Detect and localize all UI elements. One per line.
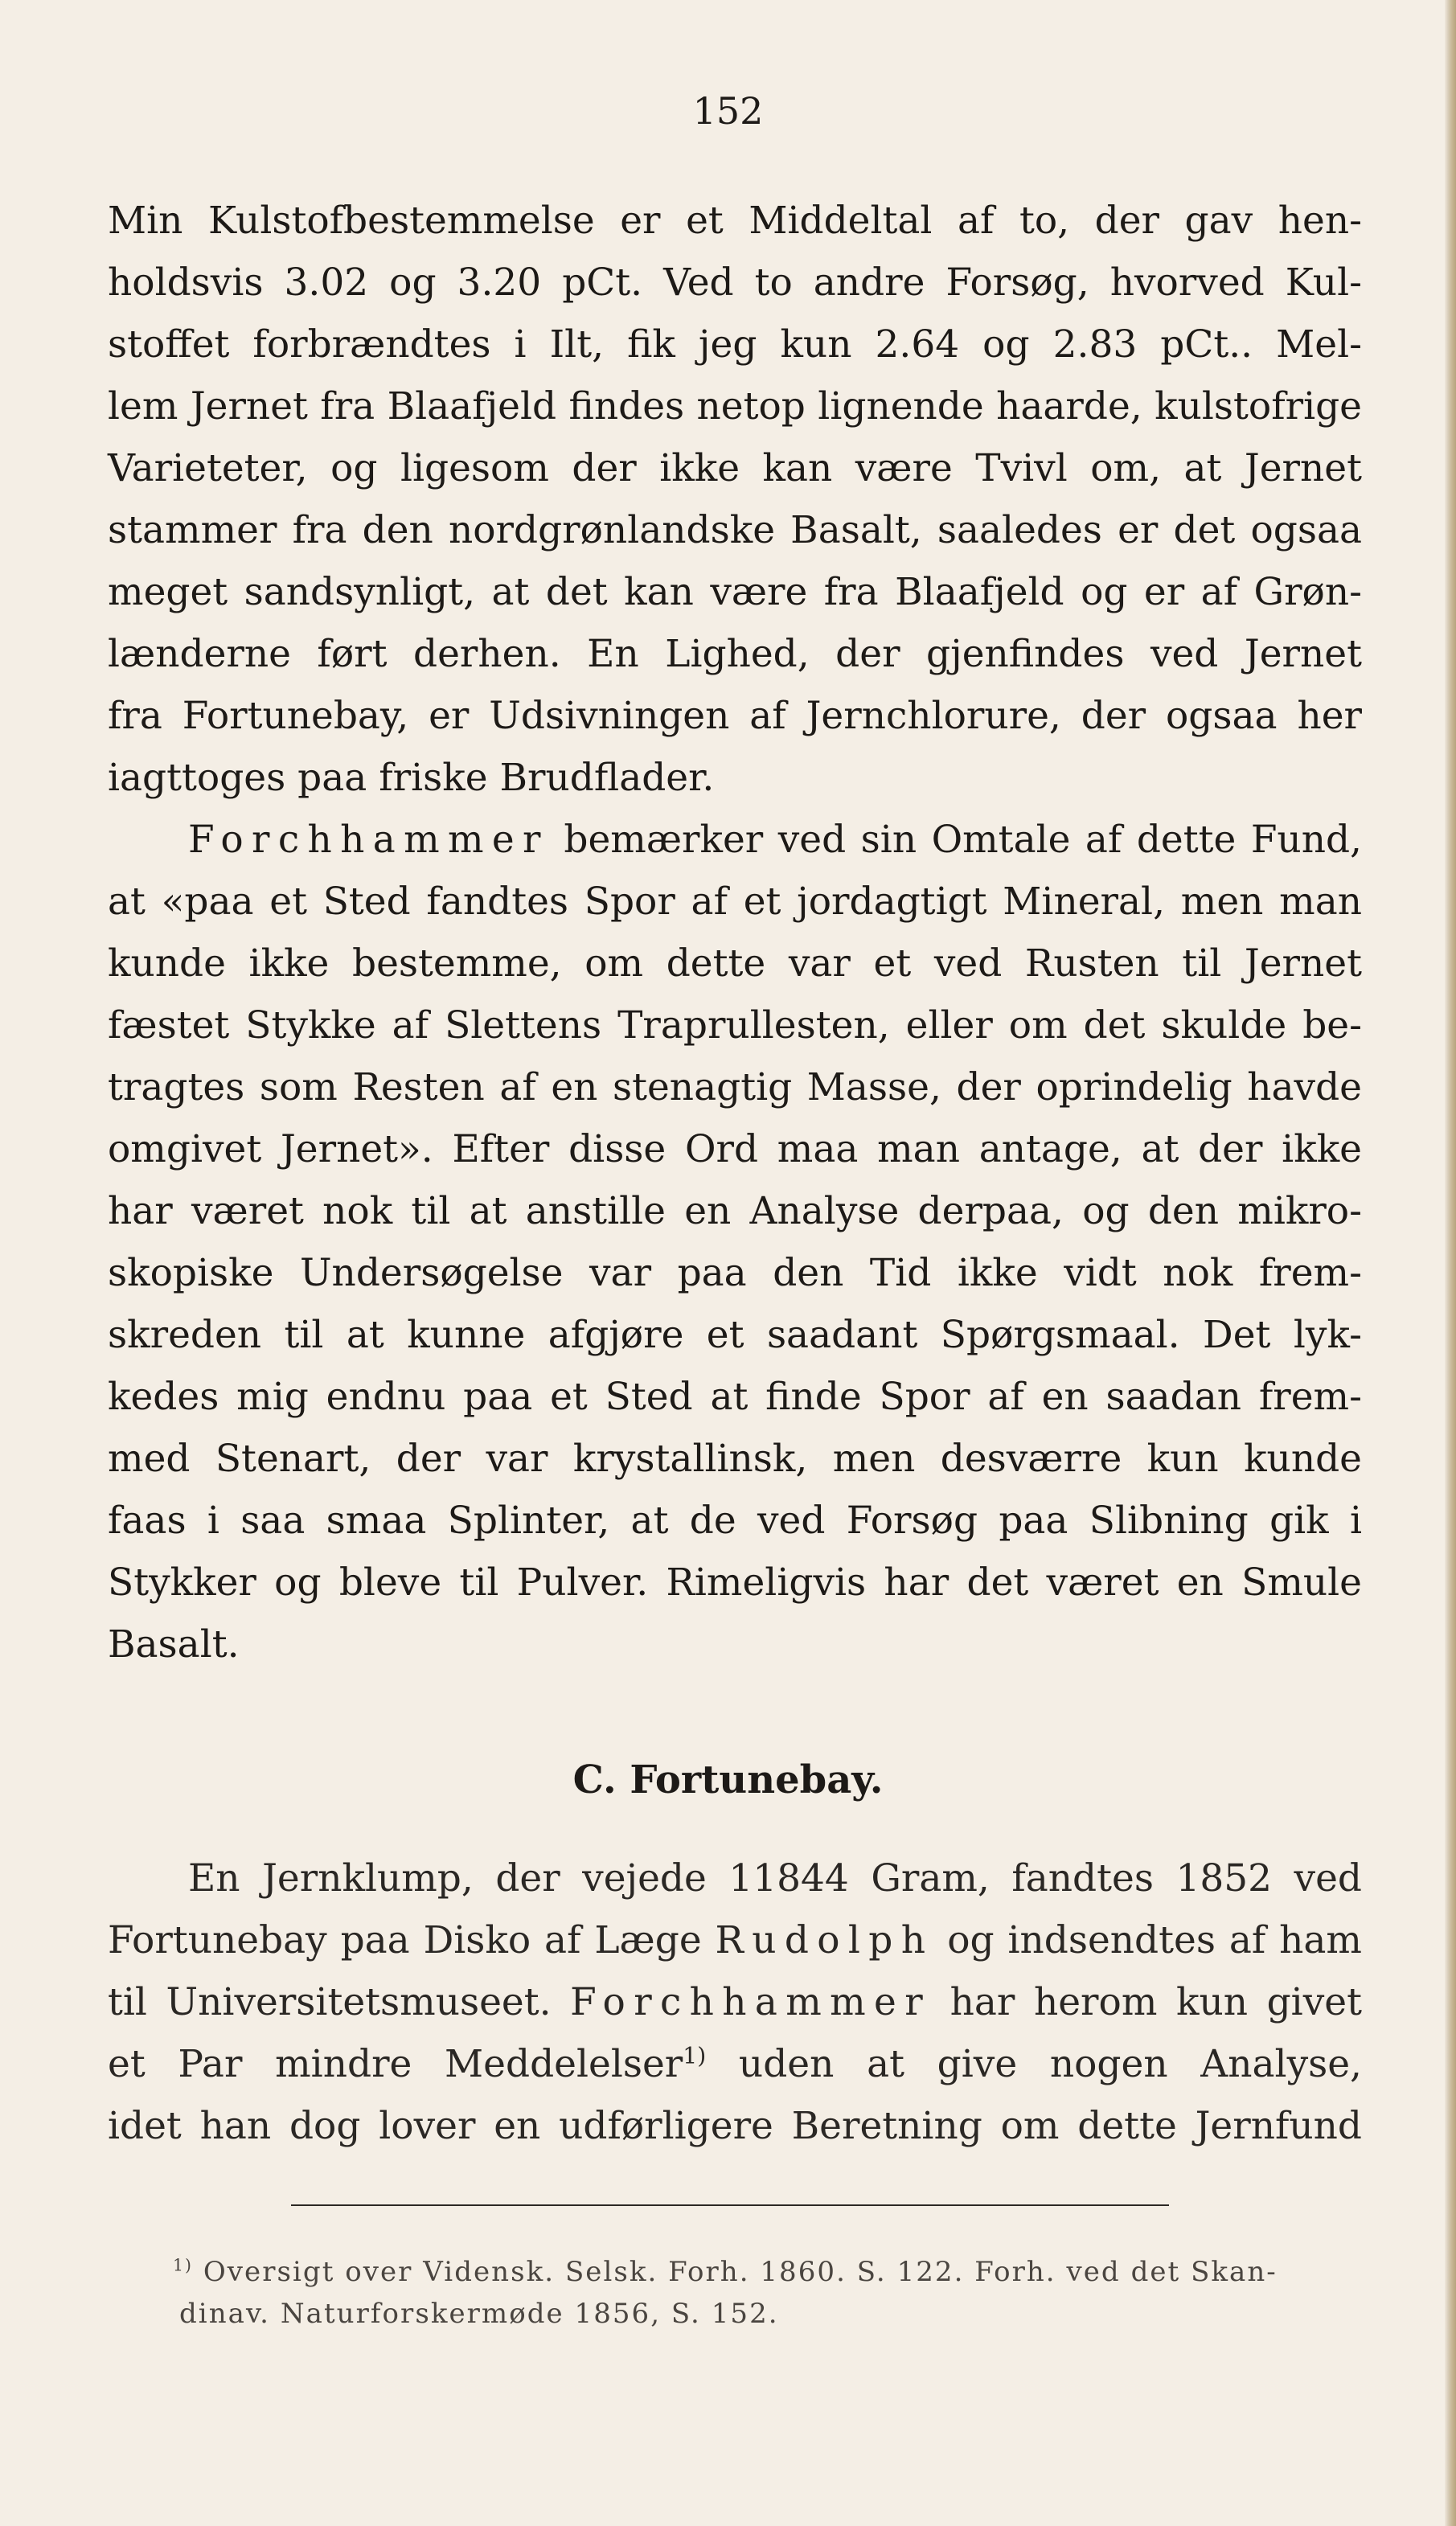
person-name: Rudolph [715, 1918, 934, 1962]
footnote-reference[interactable]: 1) [683, 2042, 707, 2069]
text-fragment: til Universitetsmuseet. [108, 1980, 552, 2024]
footnotes [173, 2251, 1363, 2335]
text-line: at «paa et Sted fandtes Spor af et jordagtigt Mineral, men man [108, 880, 1362, 924]
text-line [108, 1971, 1362, 2033]
text-line: holdsvis 3.02 og 3.20 pCt. Ved to andre Forsøg, hvorved Kul- [108, 260, 1362, 305]
text-fragment: uden at give nogen Analyse, [738, 2042, 1362, 2086]
text-line: fæstet Stykke af Slettens Traprullesten, eller om det skulde be- [108, 1003, 1362, 1048]
text-fragment: et Par mindre Meddelelser [108, 2042, 683, 2086]
footnote-line: dinav. Naturforskermøde 1856, S. 152. [179, 2298, 779, 2330]
footnote-text: Oversigt over Vidensk. Selsk. Forh. 1860. S. 122. Forh. ved det Skan- [203, 2256, 1278, 2288]
text-fragment: og indsendtes af ham [947, 1918, 1362, 1962]
author-name: Forchhammer [570, 1980, 932, 2024]
text-line: kunde ikke bestemme, om dette var et ved Rusten til Jernet [108, 941, 1362, 986]
text-fragment: bemærker ved sin Omtale af dette Fund, [564, 818, 1362, 862]
text-line: har været nok til at anstille en Analyse derpaa, og den mikro- [108, 1189, 1362, 1233]
text-line: kedes mig endnu paa et Sted at finde Spor af en saadan frem- [108, 1375, 1362, 1419]
footnote-divider [291, 2204, 1169, 2206]
text-line: omgivet Jernet». Efter disse Ord maa man antage, at der ikke [108, 1127, 1362, 1171]
text-line: med Stenart, der var krystallinsk, men desværre kun kunde [108, 1437, 1362, 1481]
text-line: idet han dog lover en udførligere Beretning om dette Jernfund [108, 2104, 1362, 2148]
footnote-mark: 1) [173, 2255, 194, 2275]
text-line: stoffet forbrændtes i Ilt, fik jeg kun 2.64 og 2.83 pCt.. Mel- [108, 322, 1362, 367]
text-line: stammer fra den nordgrønlandske Basalt, saaledes er det ogsaa [108, 508, 1362, 552]
text-line: tragtes som Resten af en stenagtig Masse, der oprindelig havde [108, 1065, 1362, 1109]
text-line [108, 2033, 1362, 2095]
text-line: fra Fortunebay, er Udsivningen af Jernchlorure, der ogsaa her [108, 694, 1362, 738]
section-heading: C. Fortunebay. [572, 1757, 884, 1802]
text-line: Varieteter, og ligesom der ikke kan være Tvivl om, at Jernet [108, 446, 1362, 490]
page-number: 152 [692, 89, 764, 133]
paragraph-first-line [108, 809, 1362, 871]
text-line: iagttoges paa friske Brudflader. [108, 756, 715, 800]
section-body [108, 1847, 1362, 2157]
text-line: skopiske Undersøgelse var paa den Tid ikke vidt nok frem- [108, 1251, 1362, 1295]
page-edge-shadow [1445, 0, 1456, 2526]
author-name: Forchhammer [188, 818, 549, 862]
text-line: lænderne ført derhen. En Lighed, der gjenfindes ved Jernet [108, 632, 1362, 676]
text-line [108, 1909, 1362, 1971]
text-line: Basalt. [108, 1622, 240, 1667]
text-fragment: Fortunebay paa Disko af Læge [108, 1918, 702, 1962]
text-line: Stykker og bleve til Pulver. Rimeligvis har det været en Smule [108, 1560, 1362, 1605]
text-line: lem Jernet fra Blaafjeld findes netop lignende haarde, kulstofrige [108, 384, 1362, 429]
text-line: meget sandsynligt, at det kan være fra Blaafjeld og er af Grøn- [108, 570, 1362, 614]
footnote-line [173, 2251, 1363, 2293]
body-text [108, 190, 1362, 1675]
text-line: faas i saa smaa Splinter, at de ved Forsøg paa Slibning gik i [108, 1499, 1362, 1543]
text-fragment: har herom kun givet [949, 1980, 1362, 2024]
text-line: En Jernklump, der vejede 11844 Gram, fandtes 1852 ved [188, 1856, 1362, 1901]
text-line: Min Kulstofbestemmelse er et Middeltal af to, der gav hen- [108, 199, 1362, 243]
text-line: skreden til at kunne afgjøre et saadant Spørgsmaal. Det lyk- [108, 1313, 1362, 1357]
